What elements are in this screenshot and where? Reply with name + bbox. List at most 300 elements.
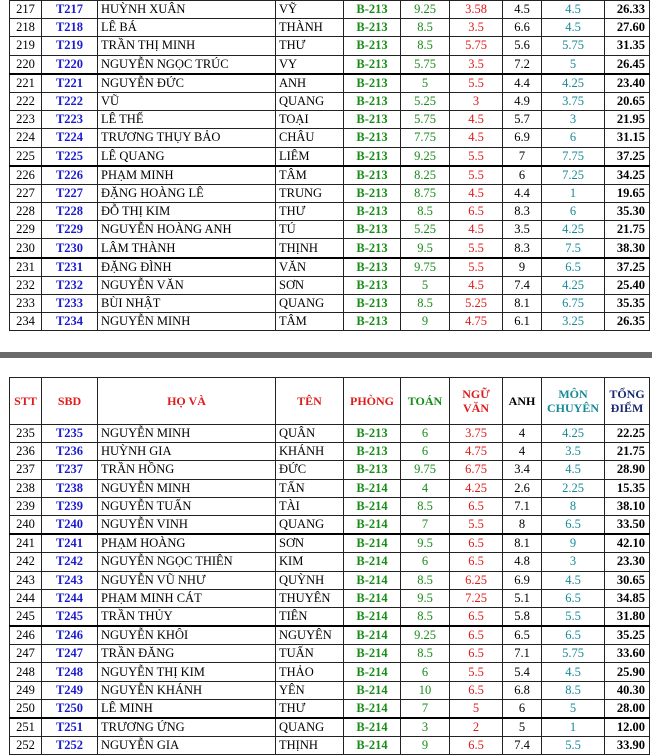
- cell-phong: B-213: [344, 276, 401, 294]
- cell-anh: 4.4: [503, 74, 542, 93]
- cell-phong: B-214: [344, 663, 401, 681]
- cell-tong-diem: 22.25: [605, 425, 650, 443]
- cell-sbd: T222: [42, 92, 98, 110]
- cell-anh: 7.2: [503, 55, 542, 74]
- cell-ho-va: NGUYỄN NGỌC THIÊN: [98, 553, 276, 571]
- cell-ten: VĂN: [276, 258, 344, 277]
- cell-ten: QUANG: [276, 515, 344, 534]
- table-row: [10, 699, 650, 718]
- cell-sbd: T249: [42, 681, 98, 699]
- cell-stt: 223: [10, 111, 42, 129]
- cell-stt: 239: [10, 497, 42, 515]
- cell-tong-diem: 34.25: [605, 166, 650, 185]
- cell-mon-chuyen: 3.25: [542, 313, 605, 331]
- cell-sbd: T240: [42, 515, 98, 534]
- cell-tong-diem: 23.30: [605, 553, 650, 571]
- cell-ngu-van: 6.5: [450, 553, 503, 571]
- cell-mon-chuyen: 7.75: [542, 147, 605, 166]
- cell-mon-chuyen: 5: [542, 55, 605, 74]
- cell-phong: B-213: [344, 295, 401, 313]
- cell-toan: 9.25: [401, 1, 450, 19]
- cell-ten: KHÁNH: [276, 443, 344, 461]
- cell-anh: 6.5: [503, 626, 542, 645]
- cell-anh: 6.9: [503, 129, 542, 147]
- results-table-top: [9, 0, 650, 331]
- cell-mon-chuyen: 6.5: [542, 626, 605, 645]
- cell-sbd: T241: [42, 534, 98, 553]
- cell-toan: 8.5: [401, 607, 450, 626]
- table-row: [10, 221, 650, 239]
- header-sbd: SBD: [42, 378, 98, 425]
- cell-tong-diem: 21.75: [605, 443, 650, 461]
- cell-toan: 8.5: [401, 645, 450, 663]
- cell-stt: 227: [10, 184, 42, 202]
- cell-phong: B-213: [344, 147, 401, 166]
- cell-ho-va: NGUYỄN MINH: [98, 479, 276, 497]
- cell-anh: 6.8: [503, 681, 542, 699]
- cell-ten: TÂM: [276, 313, 344, 331]
- cell-mon-chuyen: 5.5: [542, 737, 605, 755]
- cell-ten: SƠN: [276, 276, 344, 294]
- cell-ngu-van: 5.25: [450, 295, 503, 313]
- cell-toan: 6: [401, 663, 450, 681]
- cell-ho-va: TRẦN THỊ MINH: [98, 37, 276, 55]
- cell-phong: B-214: [344, 626, 401, 645]
- cell-stt: 218: [10, 19, 42, 37]
- header-phong: PHÒNG: [344, 378, 401, 425]
- cell-mon-chuyen: 4.25: [542, 74, 605, 93]
- cell-mon-chuyen: 6.5: [542, 258, 605, 277]
- cell-toan: 9: [401, 737, 450, 755]
- cell-sbd: T245: [42, 607, 98, 626]
- cell-phong: B-214: [344, 534, 401, 553]
- cell-sbd: T225: [42, 147, 98, 166]
- cell-anh: 2.6: [503, 479, 542, 497]
- cell-sbd: T235: [42, 425, 98, 443]
- cell-ten: NGUYÊN: [276, 626, 344, 645]
- cell-phong: B-213: [344, 184, 401, 202]
- header-tong-diem: TỔNG ĐIỂM: [605, 378, 650, 425]
- cell-ho-va: TRƯƠNG ỨNG: [98, 718, 276, 737]
- table-row: [10, 276, 650, 294]
- cell-ten: THỊNH: [276, 737, 344, 755]
- cell-anh: 4.9: [503, 92, 542, 110]
- cell-phong: B-213: [344, 203, 401, 221]
- cell-anh: 5.4: [503, 663, 542, 681]
- cell-ten: THỊNH: [276, 239, 344, 258]
- header-ho-va: HỌ VÀ: [98, 378, 276, 425]
- cell-toan: 8.75: [401, 184, 450, 202]
- cell-ho-va: PHẠM MINH: [98, 166, 276, 185]
- cell-toan: 9.25: [401, 147, 450, 166]
- cell-ho-va: TRẦN THỦY: [98, 607, 276, 626]
- cell-stt: 242: [10, 553, 42, 571]
- cell-phong: B-214: [344, 571, 401, 589]
- cell-ho-va: HUỲNH GIA: [98, 443, 276, 461]
- cell-ho-va: NGUYỄN ĐỨC: [98, 74, 276, 93]
- cell-toan: 8.5: [401, 497, 450, 515]
- table-row: [10, 166, 650, 185]
- cell-ten: ĐỨC: [276, 461, 344, 479]
- cell-ho-va: PHẠM HOÀNG: [98, 534, 276, 553]
- cell-mon-chuyen: 3: [542, 553, 605, 571]
- cell-ngu-van: 2: [450, 718, 503, 737]
- cell-ngu-van: 4.75: [450, 443, 503, 461]
- cell-stt: 246: [10, 626, 42, 645]
- cell-tong-diem: 38.30: [605, 239, 650, 258]
- cell-ngu-van: 3: [450, 92, 503, 110]
- cell-ten: ANH: [276, 74, 344, 93]
- cell-mon-chuyen: 8: [542, 497, 605, 515]
- cell-ho-va: LÊ MINH: [98, 699, 276, 718]
- table-row: [10, 425, 650, 443]
- cell-tong-diem: 19.65: [605, 184, 650, 202]
- cell-tong-diem: 26.45: [605, 55, 650, 74]
- cell-toan: 8.25: [401, 166, 450, 185]
- cell-ngu-van: 6.75: [450, 461, 503, 479]
- cell-ten: LIÊM: [276, 147, 344, 166]
- cell-ten: QUANG: [276, 295, 344, 313]
- cell-phong: B-214: [344, 681, 401, 699]
- cell-sbd: T233: [42, 295, 98, 313]
- cell-ho-va: VŨ: [98, 92, 276, 110]
- cell-ngu-van: 6.5: [450, 534, 503, 553]
- cell-ngu-van: 6.5: [450, 497, 503, 515]
- cell-anh: 5.1: [503, 589, 542, 607]
- cell-mon-chuyen: 5.75: [542, 37, 605, 55]
- cell-ten: THẢO: [276, 663, 344, 681]
- cell-anh: 9: [503, 258, 542, 277]
- cell-mon-chuyen: 5.5: [542, 607, 605, 626]
- cell-ho-va: NGUYỄN MINH: [98, 425, 276, 443]
- cell-toan: 6: [401, 553, 450, 571]
- cell-sbd: T236: [42, 443, 98, 461]
- cell-phong: B-213: [344, 19, 401, 37]
- cell-phong: B-213: [344, 313, 401, 331]
- cell-toan: 5.25: [401, 92, 450, 110]
- table-row: [10, 497, 650, 515]
- cell-stt: 221: [10, 74, 42, 93]
- cell-tong-diem: 31.15: [605, 129, 650, 147]
- cell-tong-diem: 37.25: [605, 147, 650, 166]
- cell-ho-va: NGUYỄN VĂN: [98, 276, 276, 294]
- cell-toan: 9.5: [401, 589, 450, 607]
- cell-toan: 9.25: [401, 626, 450, 645]
- cell-tong-diem: 31.80: [605, 607, 650, 626]
- cell-ho-va: NGUYỄN THỊ KIM: [98, 663, 276, 681]
- cell-ten: QUANG: [276, 718, 344, 737]
- cell-ho-va: LÊ THẾ: [98, 111, 276, 129]
- cell-anh: 5: [503, 718, 542, 737]
- cell-ngu-van: 5.5: [450, 663, 503, 681]
- cell-tong-diem: 27.60: [605, 19, 650, 37]
- page-divider: [0, 352, 652, 358]
- cell-anh: 4.8: [503, 553, 542, 571]
- cell-anh: 4: [503, 443, 542, 461]
- cell-phong: B-213: [344, 129, 401, 147]
- cell-ten: TRUNG: [276, 184, 344, 202]
- cell-anh: 5.6: [503, 37, 542, 55]
- cell-phong: B-213: [344, 425, 401, 443]
- table-row: [10, 737, 650, 755]
- cell-ngu-van: 5.5: [450, 166, 503, 185]
- cell-anh: 8.3: [503, 203, 542, 221]
- cell-toan: 7.75: [401, 129, 450, 147]
- cell-anh: 7.4: [503, 737, 542, 755]
- cell-ten: THÀNH: [276, 19, 344, 37]
- table-row: [10, 607, 650, 626]
- cell-tong-diem: 30.65: [605, 571, 650, 589]
- cell-ten: KIM: [276, 553, 344, 571]
- cell-stt: 247: [10, 645, 42, 663]
- cell-tong-diem: 21.95: [605, 111, 650, 129]
- cell-stt: 241: [10, 534, 42, 553]
- cell-mon-chuyen: 6: [542, 203, 605, 221]
- cell-ngu-van: 4.5: [450, 111, 503, 129]
- cell-ngu-van: 3.58: [450, 1, 503, 19]
- cell-mon-chuyen: 9: [542, 534, 605, 553]
- header-toan: TOÁN: [401, 378, 450, 425]
- cell-phong: B-214: [344, 718, 401, 737]
- cell-stt: 244: [10, 589, 42, 607]
- cell-ngu-van: 4.5: [450, 221, 503, 239]
- cell-ten: THƯ: [276, 203, 344, 221]
- cell-ten: QUANG: [276, 92, 344, 110]
- table-row: [10, 645, 650, 663]
- table-row: [10, 295, 650, 313]
- cell-ho-va: HUỲNH XUÂN: [98, 1, 276, 19]
- cell-ten: VY: [276, 55, 344, 74]
- cell-tong-diem: 28.90: [605, 461, 650, 479]
- cell-stt: 222: [10, 92, 42, 110]
- cell-mon-chuyen: 6.75: [542, 295, 605, 313]
- cell-sbd: T224: [42, 129, 98, 147]
- cell-anh: 7: [503, 147, 542, 166]
- cell-toan: 7: [401, 515, 450, 534]
- cell-tong-diem: 40.30: [605, 681, 650, 699]
- cell-sbd: T232: [42, 276, 98, 294]
- cell-stt: 219: [10, 37, 42, 55]
- cell-ten: QUỲNH: [276, 571, 344, 589]
- cell-mon-chuyen: 1: [542, 184, 605, 202]
- cell-mon-chuyen: 6.5: [542, 589, 605, 607]
- cell-anh: 6.6: [503, 19, 542, 37]
- cell-tong-diem: 33.50: [605, 515, 650, 534]
- cell-ho-va: LÊ BÁ: [98, 19, 276, 37]
- cell-phong: B-213: [344, 461, 401, 479]
- cell-ten: SƠN: [276, 534, 344, 553]
- cell-sbd: T247: [42, 645, 98, 663]
- table-row: [10, 663, 650, 681]
- cell-stt: 251: [10, 718, 42, 737]
- header-ten: TÊN: [276, 378, 344, 425]
- cell-anh: 8: [503, 515, 542, 534]
- cell-anh: 6.9: [503, 571, 542, 589]
- results-table-top-body: [10, 1, 650, 331]
- cell-mon-chuyen: 8.5: [542, 681, 605, 699]
- table-row: [10, 681, 650, 699]
- header-anh: ANH: [503, 378, 542, 425]
- cell-mon-chuyen: 3: [542, 111, 605, 129]
- cell-stt: 228: [10, 203, 42, 221]
- cell-ho-va: ĐẶNG ĐÌNH: [98, 258, 276, 277]
- cell-stt: 252: [10, 737, 42, 755]
- cell-ten: TÂM: [276, 166, 344, 185]
- cell-stt: 237: [10, 461, 42, 479]
- table-row: [10, 534, 650, 553]
- cell-ho-va: PHẠM MINH CÁT: [98, 589, 276, 607]
- cell-ngu-van: 6.5: [450, 203, 503, 221]
- cell-ho-va: LÊ QUANG: [98, 147, 276, 166]
- cell-sbd: T244: [42, 589, 98, 607]
- cell-ngu-van: 4.5: [450, 184, 503, 202]
- cell-ngu-van: 6.5: [450, 681, 503, 699]
- cell-mon-chuyen: 3.5: [542, 443, 605, 461]
- cell-sbd: T250: [42, 699, 98, 718]
- cell-ngu-van: 5.5: [450, 147, 503, 166]
- cell-anh: 4.5: [503, 1, 542, 19]
- cell-tong-diem: 28.00: [605, 699, 650, 718]
- cell-toan: 8.5: [401, 19, 450, 37]
- cell-mon-chuyen: 4.25: [542, 425, 605, 443]
- cell-ho-va: NGUYỄN VINH: [98, 515, 276, 534]
- cell-sbd: T217: [42, 1, 98, 19]
- cell-stt: 224: [10, 129, 42, 147]
- cell-ho-va: ĐẶNG HOÀNG LÊ: [98, 184, 276, 202]
- cell-ho-va: LÂM THÀNH: [98, 239, 276, 258]
- table-row: [10, 19, 650, 37]
- cell-toan: 9: [401, 313, 450, 331]
- cell-toan: 9.75: [401, 461, 450, 479]
- cell-sbd: T231: [42, 258, 98, 277]
- table-row: [10, 239, 650, 258]
- cell-sbd: T238: [42, 479, 98, 497]
- cell-phong: B-213: [344, 258, 401, 277]
- header-mon-chuyen: MÔN CHUYÊN: [542, 378, 605, 425]
- cell-anh: 8.1: [503, 534, 542, 553]
- cell-toan: 5.25: [401, 221, 450, 239]
- cell-stt: 238: [10, 479, 42, 497]
- cell-ngu-van: 6.5: [450, 645, 503, 663]
- cell-ho-va: BÙI NHẬT: [98, 295, 276, 313]
- cell-phong: B-214: [344, 497, 401, 515]
- cell-toan: 8.5: [401, 571, 450, 589]
- cell-mon-chuyen: 4.5: [542, 1, 605, 19]
- results-table-bottom: [9, 377, 650, 755]
- cell-stt: 226: [10, 166, 42, 185]
- cell-anh: 7.1: [503, 645, 542, 663]
- cell-sbd: T251: [42, 718, 98, 737]
- table-row: [10, 184, 650, 202]
- cell-anh: 3.5: [503, 221, 542, 239]
- cell-mon-chuyen: 4.25: [542, 276, 605, 294]
- cell-phong: B-213: [344, 443, 401, 461]
- cell-tong-diem: 33.60: [605, 645, 650, 663]
- cell-stt: 235: [10, 425, 42, 443]
- cell-phong: B-214: [344, 699, 401, 718]
- cell-mon-chuyen: 4.25: [542, 221, 605, 239]
- cell-anh: 4: [503, 425, 542, 443]
- cell-mon-chuyen: 4.5: [542, 571, 605, 589]
- table-row: [10, 129, 650, 147]
- table-row: [10, 571, 650, 589]
- cell-toan: 10: [401, 681, 450, 699]
- cell-ngu-van: 3.5: [450, 19, 503, 37]
- cell-ngu-van: 5.5: [450, 515, 503, 534]
- cell-ten: CHÂU: [276, 129, 344, 147]
- table-row: [10, 589, 650, 607]
- cell-phong: B-213: [344, 37, 401, 55]
- cell-sbd: T220: [42, 55, 98, 74]
- cell-sbd: T237: [42, 461, 98, 479]
- table-row: [10, 92, 650, 110]
- cell-sbd: T234: [42, 313, 98, 331]
- cell-tong-diem: 31.35: [605, 37, 650, 55]
- cell-sbd: T218: [42, 19, 98, 37]
- cell-sbd: T226: [42, 166, 98, 185]
- cell-toan: 6: [401, 425, 450, 443]
- cell-mon-chuyen: 7.25: [542, 166, 605, 185]
- cell-tong-diem: 33.90: [605, 737, 650, 755]
- cell-anh: 7.1: [503, 497, 542, 515]
- cell-anh: 6.1: [503, 313, 542, 331]
- cell-tong-diem: 21.75: [605, 221, 650, 239]
- cell-tong-diem: 35.25: [605, 626, 650, 645]
- cell-mon-chuyen: 2.25: [542, 479, 605, 497]
- cell-toan: 5: [401, 74, 450, 93]
- cell-ho-va: NGUYỄN MINH: [98, 313, 276, 331]
- cell-toan: 9.75: [401, 258, 450, 277]
- cell-stt: 217: [10, 1, 42, 19]
- cell-ngu-van: 4.5: [450, 129, 503, 147]
- cell-toan: 5.75: [401, 111, 450, 129]
- cell-toan: 9.5: [401, 534, 450, 553]
- table-row: [10, 37, 650, 55]
- cell-toan: 8.5: [401, 203, 450, 221]
- header-stt: STT: [10, 378, 42, 425]
- cell-sbd: T252: [42, 737, 98, 755]
- table-row: [10, 553, 650, 571]
- cell-ngu-van: 6.5: [450, 737, 503, 755]
- table-row: [10, 74, 650, 93]
- cell-sbd: T227: [42, 184, 98, 202]
- table-row: [10, 626, 650, 645]
- cell-tong-diem: 34.85: [605, 589, 650, 607]
- table-row: [10, 1, 650, 19]
- results-table-bottom-body: [10, 425, 650, 755]
- cell-phong: B-213: [344, 221, 401, 239]
- cell-ten: QUÂN: [276, 425, 344, 443]
- cell-ngu-van: 4.75: [450, 313, 503, 331]
- cell-phong: B-214: [344, 737, 401, 755]
- cell-sbd: T223: [42, 111, 98, 129]
- cell-phong: B-213: [344, 239, 401, 258]
- cell-ngu-van: 6.5: [450, 626, 503, 645]
- cell-toan: 5.75: [401, 55, 450, 74]
- cell-phong: B-213: [344, 92, 401, 110]
- cell-ngu-van: 5.75: [450, 37, 503, 55]
- cell-ten: TẤN: [276, 479, 344, 497]
- cell-anh: 3.4: [503, 461, 542, 479]
- cell-toan: 8.5: [401, 295, 450, 313]
- cell-ngu-van: 3.75: [450, 425, 503, 443]
- cell-stt: 220: [10, 55, 42, 74]
- cell-mon-chuyen: 3.75: [542, 92, 605, 110]
- cell-stt: 240: [10, 515, 42, 534]
- cell-anh: 5.7: [503, 111, 542, 129]
- table-row: [10, 461, 650, 479]
- cell-toan: 4: [401, 479, 450, 497]
